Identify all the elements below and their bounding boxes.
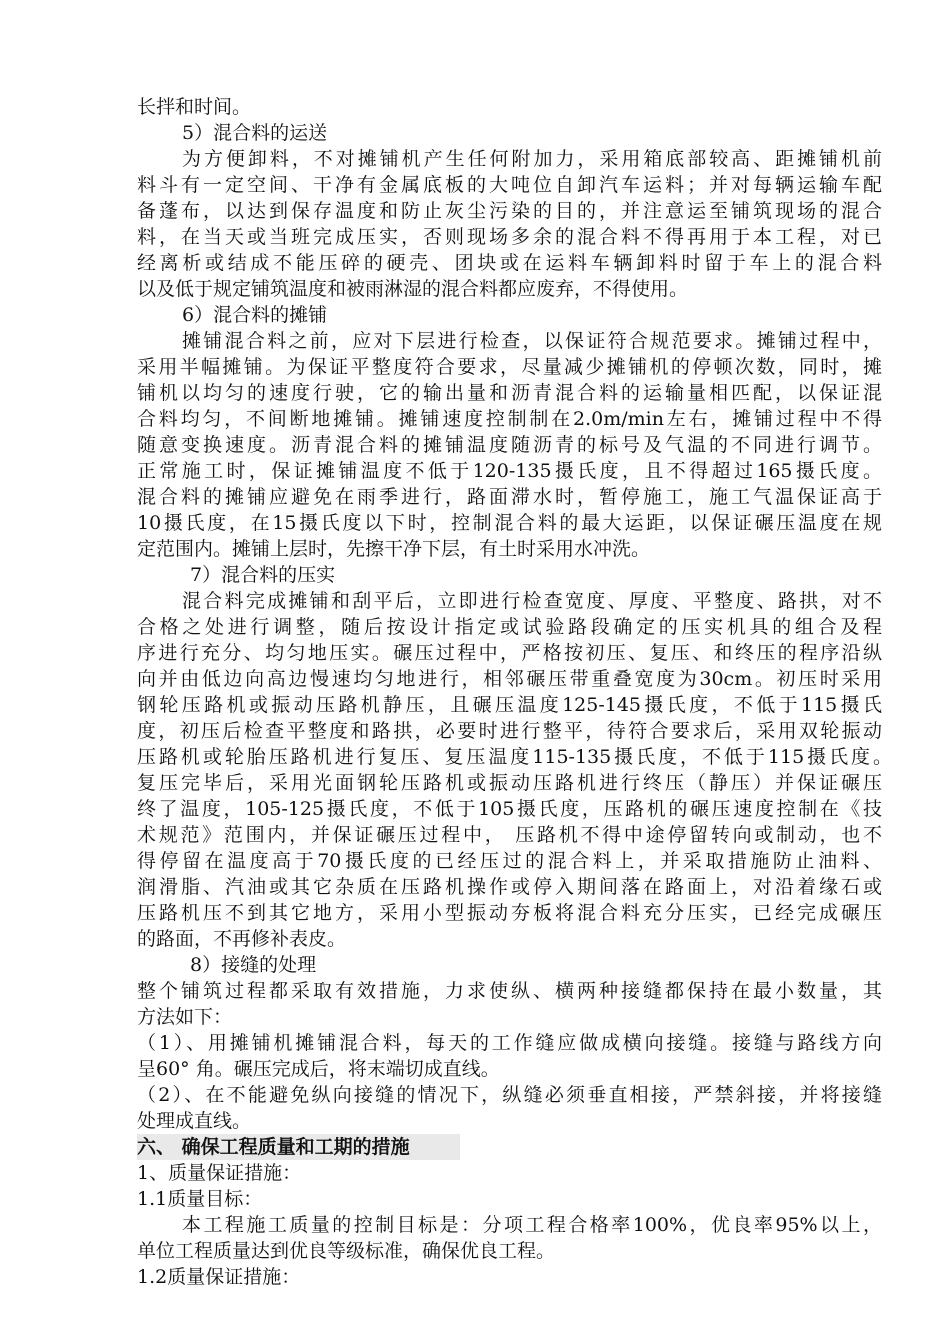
- subsection-heading-paving: 6）混合料的摊铺: [182, 304, 328, 326]
- paragraph-line: 的路面，不再修补表皮。: [137, 928, 347, 950]
- subheading-line: 1.2质量保证措施：: [137, 1266, 301, 1288]
- list-item-line: 呈60° 角。碾压完成后，将末端切成直线。: [137, 1058, 500, 1080]
- paragraph-line: 长拌和时间。: [137, 96, 252, 118]
- paragraph-line: 10摄氏度，在15摄氏度以下时，控制混合料的最大运距，以保证碾压温度在规: [137, 512, 882, 534]
- section-heading: 六、 确保工程质量和工期的措施: [137, 1136, 410, 1158]
- paragraph-line: 正常施工时，保证摊铺温度不低于120-135摄氏度，且不得超过165摄氏度。: [137, 460, 882, 482]
- paragraph-line: 单位工程质量达到优良等级标准，确保优良工程。: [137, 1240, 556, 1262]
- paragraph-line: 以及低于规定铺筑温度和被雨淋湿的混合料都应废弃，不得使用。: [137, 278, 689, 300]
- paragraph-line: 合格之处进行调整，随后按设计指定或试验路段确定的压实机具的组合及程: [137, 616, 882, 638]
- paragraph-line: 润滑脂、汽油或其它杂质在压路机操作或停入期间落在路面上，对沿着缘石或: [137, 876, 882, 898]
- subsection-heading-joints: 8）接缝的处理: [190, 954, 317, 976]
- paragraph-line: 方法如下：: [137, 1006, 233, 1028]
- paragraph-line: 摊铺混合料之前，应对下层进行检查，以保证符合规范要求。摊铺过程中，: [182, 330, 882, 352]
- list-item-line: （2）、在不能避免纵向接缝的情况下，纵缝必须垂直相接，严禁斜接，并将接缝: [137, 1084, 882, 1106]
- list-item-line: 处理成直线。: [137, 1110, 252, 1132]
- paragraph-line: 铺机以均匀的速度行驶，它的输出量和沥青混合料的运输量相匹配，以保证混: [137, 382, 882, 404]
- paragraph-line: 料斗有一定空间、干净有金属底板的大吨位自卸汽车运料；并对每辆运输车配: [137, 174, 882, 196]
- paragraph-line: 采用半幅摊铺。为保证平整度符合要求，尽量减少摊铺机的停顿次数，同时，摊: [137, 356, 882, 378]
- paragraph-line: 随意变换速度。沥青混合料的摊铺温度随沥青的标号及气温的不同进行调节。: [137, 434, 882, 456]
- paragraph-line: 为方便卸料，不对摊铺机产生任何附加力，采用箱底部较高、距摊铺机前: [182, 148, 882, 170]
- paragraph-line: 复压完毕后，采用光面钢轮压路机或振动压路机进行终压（静压）并保证碾压: [137, 772, 882, 794]
- paragraph-line: 经离析或结成不能压碎的硬壳、团块或在运料车辆卸料时留于车上的混合料: [137, 252, 882, 274]
- subsection-heading-compaction: 7）混合料的压实: [190, 564, 336, 586]
- list-item-line: （1）、用摊铺机摊铺混合料，每天的工作缝应做成横向接缝。接缝与路线方向: [137, 1032, 882, 1054]
- paragraph-line: 序进行充分、均匀地压实。碾压过程中，严格按初压、复压、和终压的程序沿纵: [137, 642, 882, 664]
- paragraph-line: 钢轮压路机或振动压路机静压，且碾压温度125-145摄氏度，不低于115摄氏: [137, 694, 882, 716]
- subheading-line: 1.1质量目标：: [137, 1188, 263, 1210]
- paragraph-line: 混合料完成摊铺和刮平后，立即进行检查宽度、厚度、平整度、路拱，对不: [182, 590, 882, 612]
- paragraph-line: 定范围内。摊铺上层时，先擦干净下层，有土时采用水冲洗。: [137, 538, 651, 560]
- paragraph-line: 料，在当天或当班完成压实，否则现场多余的混合料不得再用于本工程，对已: [137, 226, 882, 248]
- paragraph-line: 压路机或轮胎压路机进行复压、复压温度115-135摄氏度，不低于115摄氏度。: [137, 746, 892, 768]
- subsection-heading-transport: 5）混合料的运送: [182, 122, 328, 144]
- paragraph-line: 混合料的摊铺应避免在雨季进行，路面滞水时，暂停施工，施工气温保证高于: [137, 486, 882, 508]
- subheading-line: 1、质量保证措施：: [137, 1162, 302, 1184]
- paragraph-line: 向并由低边向高边慢速均匀地进行，相邻碾压带重叠宽度为30cm。初压时采用: [137, 668, 882, 690]
- paragraph-line: 本工程施工质量的控制目标是：分项工程合格率100%，优良率95%以上，: [182, 1214, 882, 1236]
- paragraph-line: 得停留在温度高于70摄氏度的已经压过的混合料上，并采取措施防止油料、: [137, 850, 882, 872]
- paragraph-line: 整个铺筑过程都采取有效措施，力求使纵、横两种接缝都保持在最小数量，其: [137, 980, 882, 1002]
- paragraph-line: 终了温度，105-125摄氏度，不低于105摄氏度，压路机的碾压速度控制在《技: [137, 798, 882, 820]
- paragraph-line: 度，初压后检查平整度和路拱，必要时进行整平，待符合要求后，采用双轮振动: [137, 720, 882, 742]
- paragraph-line: 压路机压不到其它地方，采用小型振动夯板将混合料充分压实，已经完成碾压: [137, 902, 882, 924]
- paragraph-line: 备蓬布，以达到保存温度和防止灰尘污染的目的，并注意运至铺筑现场的混合: [137, 200, 882, 222]
- paragraph-line: 术规范》范围内，并保证碾压过程中， 压路机不得中途停留转向或制动，也不: [137, 824, 882, 846]
- paragraph-line: 合料均匀，不间断地摊铺。摊铺速度控制制在2.0m/min左右，摊铺过程中不得: [137, 408, 882, 430]
